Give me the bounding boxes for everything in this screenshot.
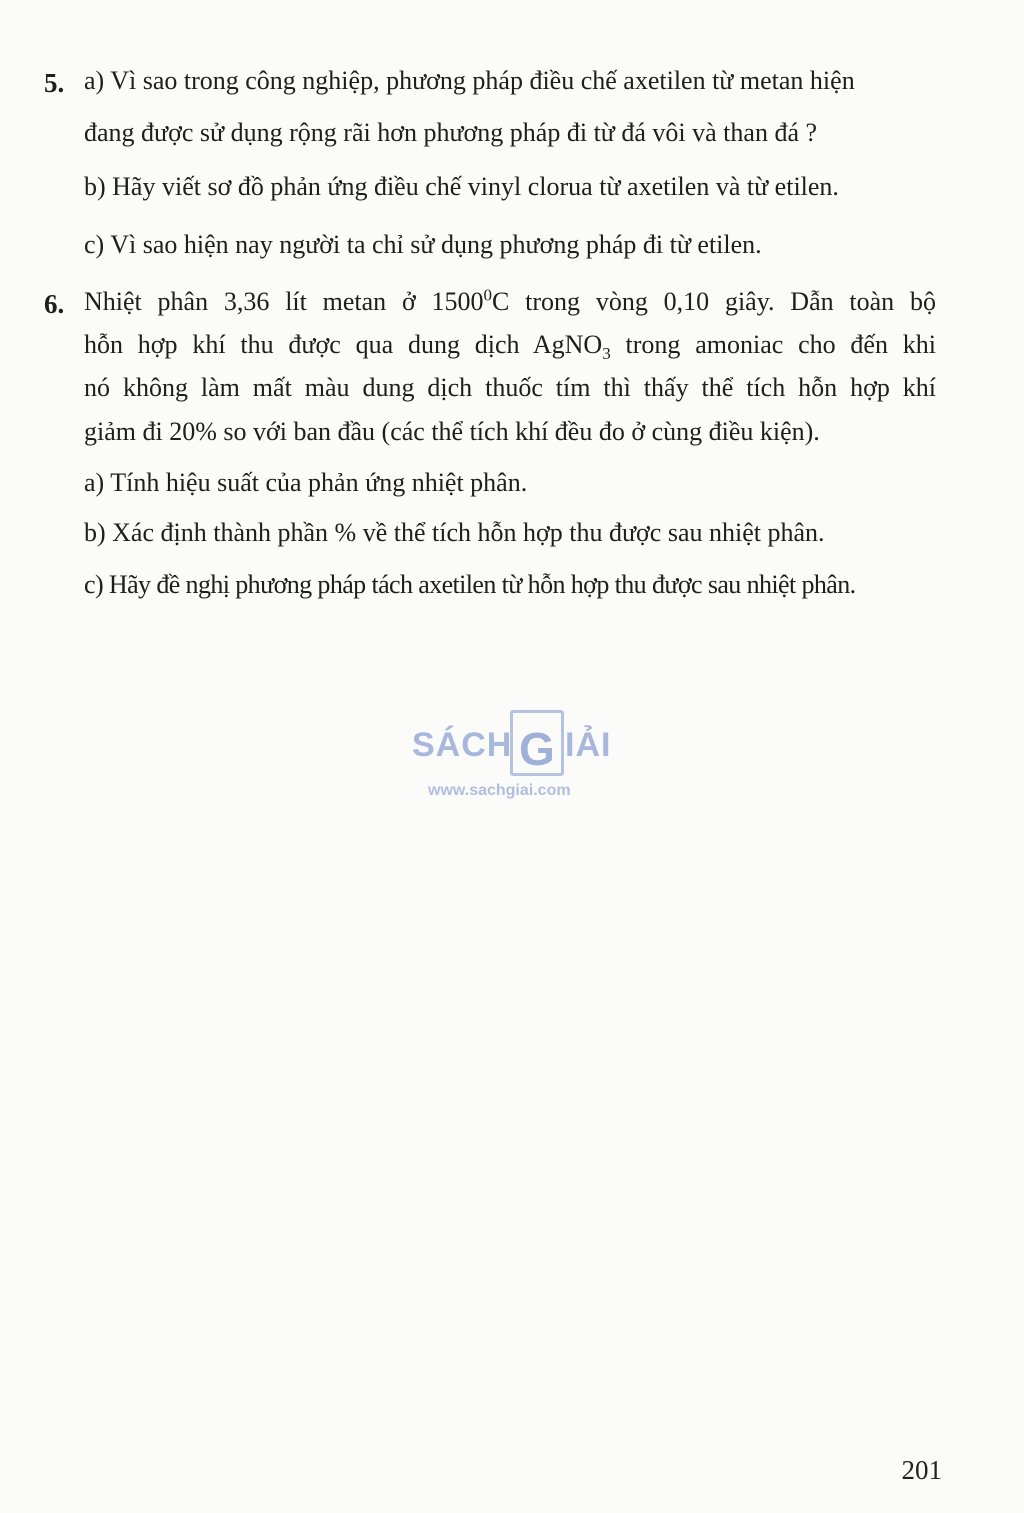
problem-5-part-c: c) Vì sao hiện nay người ta chỉ sử dụng phương pháp đi từ etilen.: [84, 230, 762, 259]
watermark-url: www.sachgiai.com: [428, 782, 571, 799]
statement-text: hỗn hợp khí thu được qua dung dịch AgNO: [84, 330, 603, 359]
problem-6-part-b: b) Xác định thành phần % về thể tích hỗn hợp thu được sau nhiệt phân.: [84, 518, 825, 547]
problem-6-part-a: a) Tính hiệu suất của phản ứng nhiệt phân.: [84, 468, 528, 497]
watermark-text-left: SÁCH: [412, 726, 513, 764]
degree-superscript: 0: [483, 285, 493, 305]
statement-text: C trong vòng 0,10 giây. Dẫn toàn bộ: [492, 287, 936, 316]
watermark-text-right: IẢI: [565, 726, 612, 764]
statement-text: Nhiệt phân 3,36 lít metan ở 1500: [84, 287, 484, 316]
problem-5-part-a-line-2: đang được sử dụng rộng rãi hơn phương pháp đi từ đá vôi và than đá ?: [84, 118, 818, 147]
problem-number: 5.: [44, 68, 65, 98]
problem-5-part-b: b) Hãy viết sơ đồ phản ứng điều chế vinyl clorua từ axetilen và từ etilen.: [84, 172, 839, 201]
problem-5-part-a-line-1: a) Vì sao trong công nghiệp, phương pháp điều chế axetilen từ metan hiện: [84, 66, 855, 95]
watermark-g-letter: G: [519, 723, 555, 775]
problem-number: 6.: [44, 289, 65, 319]
watermark-logo: [410, 708, 620, 808]
formula-subscript: 3: [602, 344, 611, 364]
page-number: 201: [901, 1455, 942, 1485]
problem-6-statement-line-2: [84, 330, 936, 364]
problem-6-statement-line-1: [84, 287, 936, 317]
problem-6-statement-line-4: giảm đi 20% so với ban đầu (các thể tích khí đều đo ở cùng điều kiện).: [84, 417, 820, 446]
problem-6-part-c: c) Hãy đề nghị phương pháp tách axetilen từ hỗn hợp thu được sau nhiệt phân.: [84, 570, 856, 599]
problem-6-statement-line-3: nó không làm mất màu dung dịch thuốc tím thì thấy thể tích hỗn hợp khí: [84, 373, 936, 402]
statement-text: trong amoniac cho đến khi: [610, 330, 936, 359]
